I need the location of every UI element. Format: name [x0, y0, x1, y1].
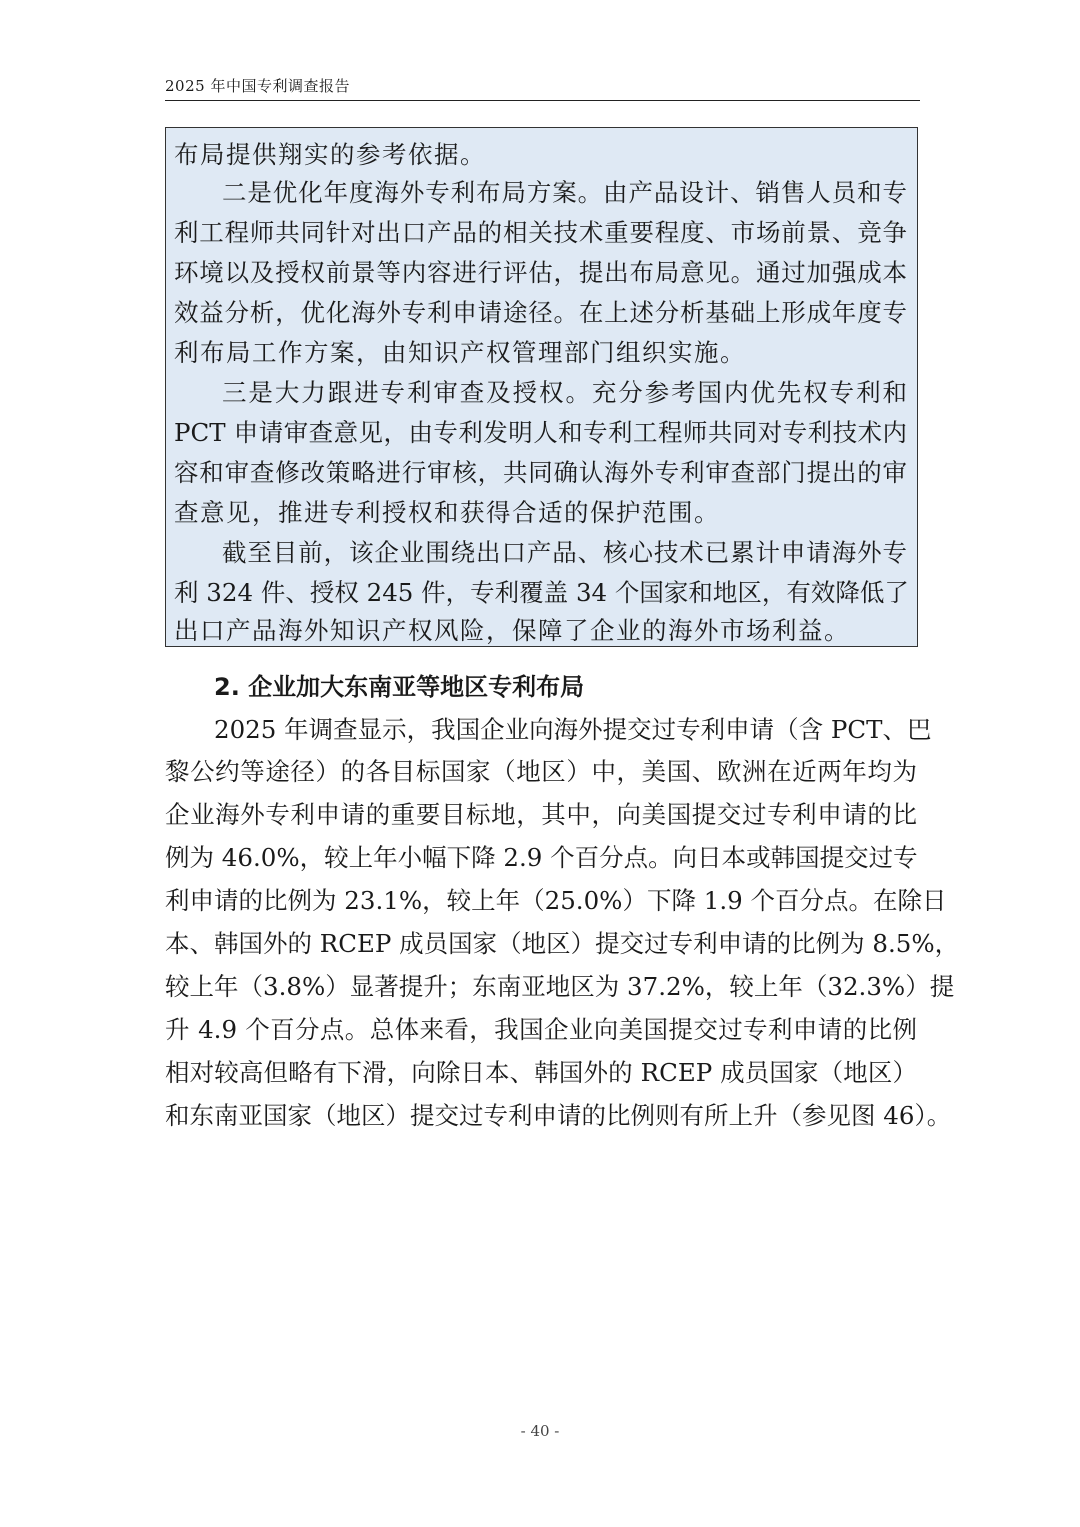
report-title: 2025 年中国专利调查报告: [165, 77, 350, 95]
case-box-line: 利布局工作方案，由知识产权管理部门组织实施。: [174, 338, 746, 367]
body-line: 利申请的比例为 23.1%，较上年（25.0%）下降 1.9 个百分点。在除日: [165, 886, 947, 915]
case-box-line: 出口产品海外知识产权风险，保障了企业的海外市场利益。: [174, 616, 850, 645]
body-line: 例为 46.0%，较上年小幅下降 2.9 个百分点。向日本或韩国提交过专: [165, 843, 918, 872]
body-line: 企业海外专利申请的重要目标地，其中，向美国提交过专利申请的比: [165, 800, 917, 829]
page-number: - 40 -: [520, 1422, 560, 1440]
body-line: 相对较高但略有下滑，向除日本、韩国外的 RCEP 成员国家（地区）: [165, 1058, 917, 1087]
case-study-box: [165, 127, 918, 647]
body-line: 2025 年调查显示，我国企业向海外提交过专利申请（含 PCT、巴: [214, 715, 932, 744]
case-box-line: 二是优化年度海外专利布局方案。由产品设计、销售人员和专: [222, 178, 907, 207]
case-box-line: 环境以及授权前景等内容进行评估，提出布局意见。通过加强成本: [174, 258, 907, 287]
case-box-line: 效益分析，优化海外专利申请途径。在上述分析基础上形成年度专: [174, 298, 907, 327]
section-heading: 2. 企业加大东南亚等地区专利布局: [214, 673, 585, 701]
case-box-line: PCT 申请审查意见，由专利发明人和专利工程师共同对专利技术内: [174, 418, 907, 447]
running-header: [165, 76, 920, 101]
case-box-line: 容和审查修改策略进行审核，共同确认海外专利审查部门提出的审: [174, 458, 907, 487]
body-line: 本、韩国外的 RCEP 成员国家（地区）提交过专利申请的比例为 8.5%，: [165, 929, 960, 958]
case-box-line: 查意见，推进专利授权和获得合适的保护范围。: [174, 498, 720, 527]
body-line: 黎公约等途径）的各目标国家（地区）中，美国、欧洲在近两年均为: [165, 757, 917, 786]
case-box-line: 截至目前，该企业围绕出口产品、核心技术已累计申请海外专: [222, 538, 907, 567]
body-line: 升 4.9 个百分点。总体来看，我国企业向美国提交过专利申请的比例: [165, 1015, 917, 1044]
case-box-line: 利 324 件、授权 245 件，专利覆盖 34 个国家和地区，有效降低了: [174, 578, 909, 607]
body-line: 和东南亚国家（地区）提交过专利申请的比例则有所上升（参见图 46）。: [165, 1101, 952, 1130]
case-box-line: 布局提供翔实的参考依据。: [174, 140, 486, 169]
body-line: 较上年（3.8%）显著提升；东南亚地区为 37.2%，较上年（32.3%）提: [165, 972, 955, 1001]
case-box-line: 三是大力跟进专利审查及授权。充分参考国内优先权专利和: [222, 378, 907, 407]
case-box-line: 利工程师共同针对出口产品的相关技术重要程度、市场前景、竞争: [174, 218, 907, 247]
